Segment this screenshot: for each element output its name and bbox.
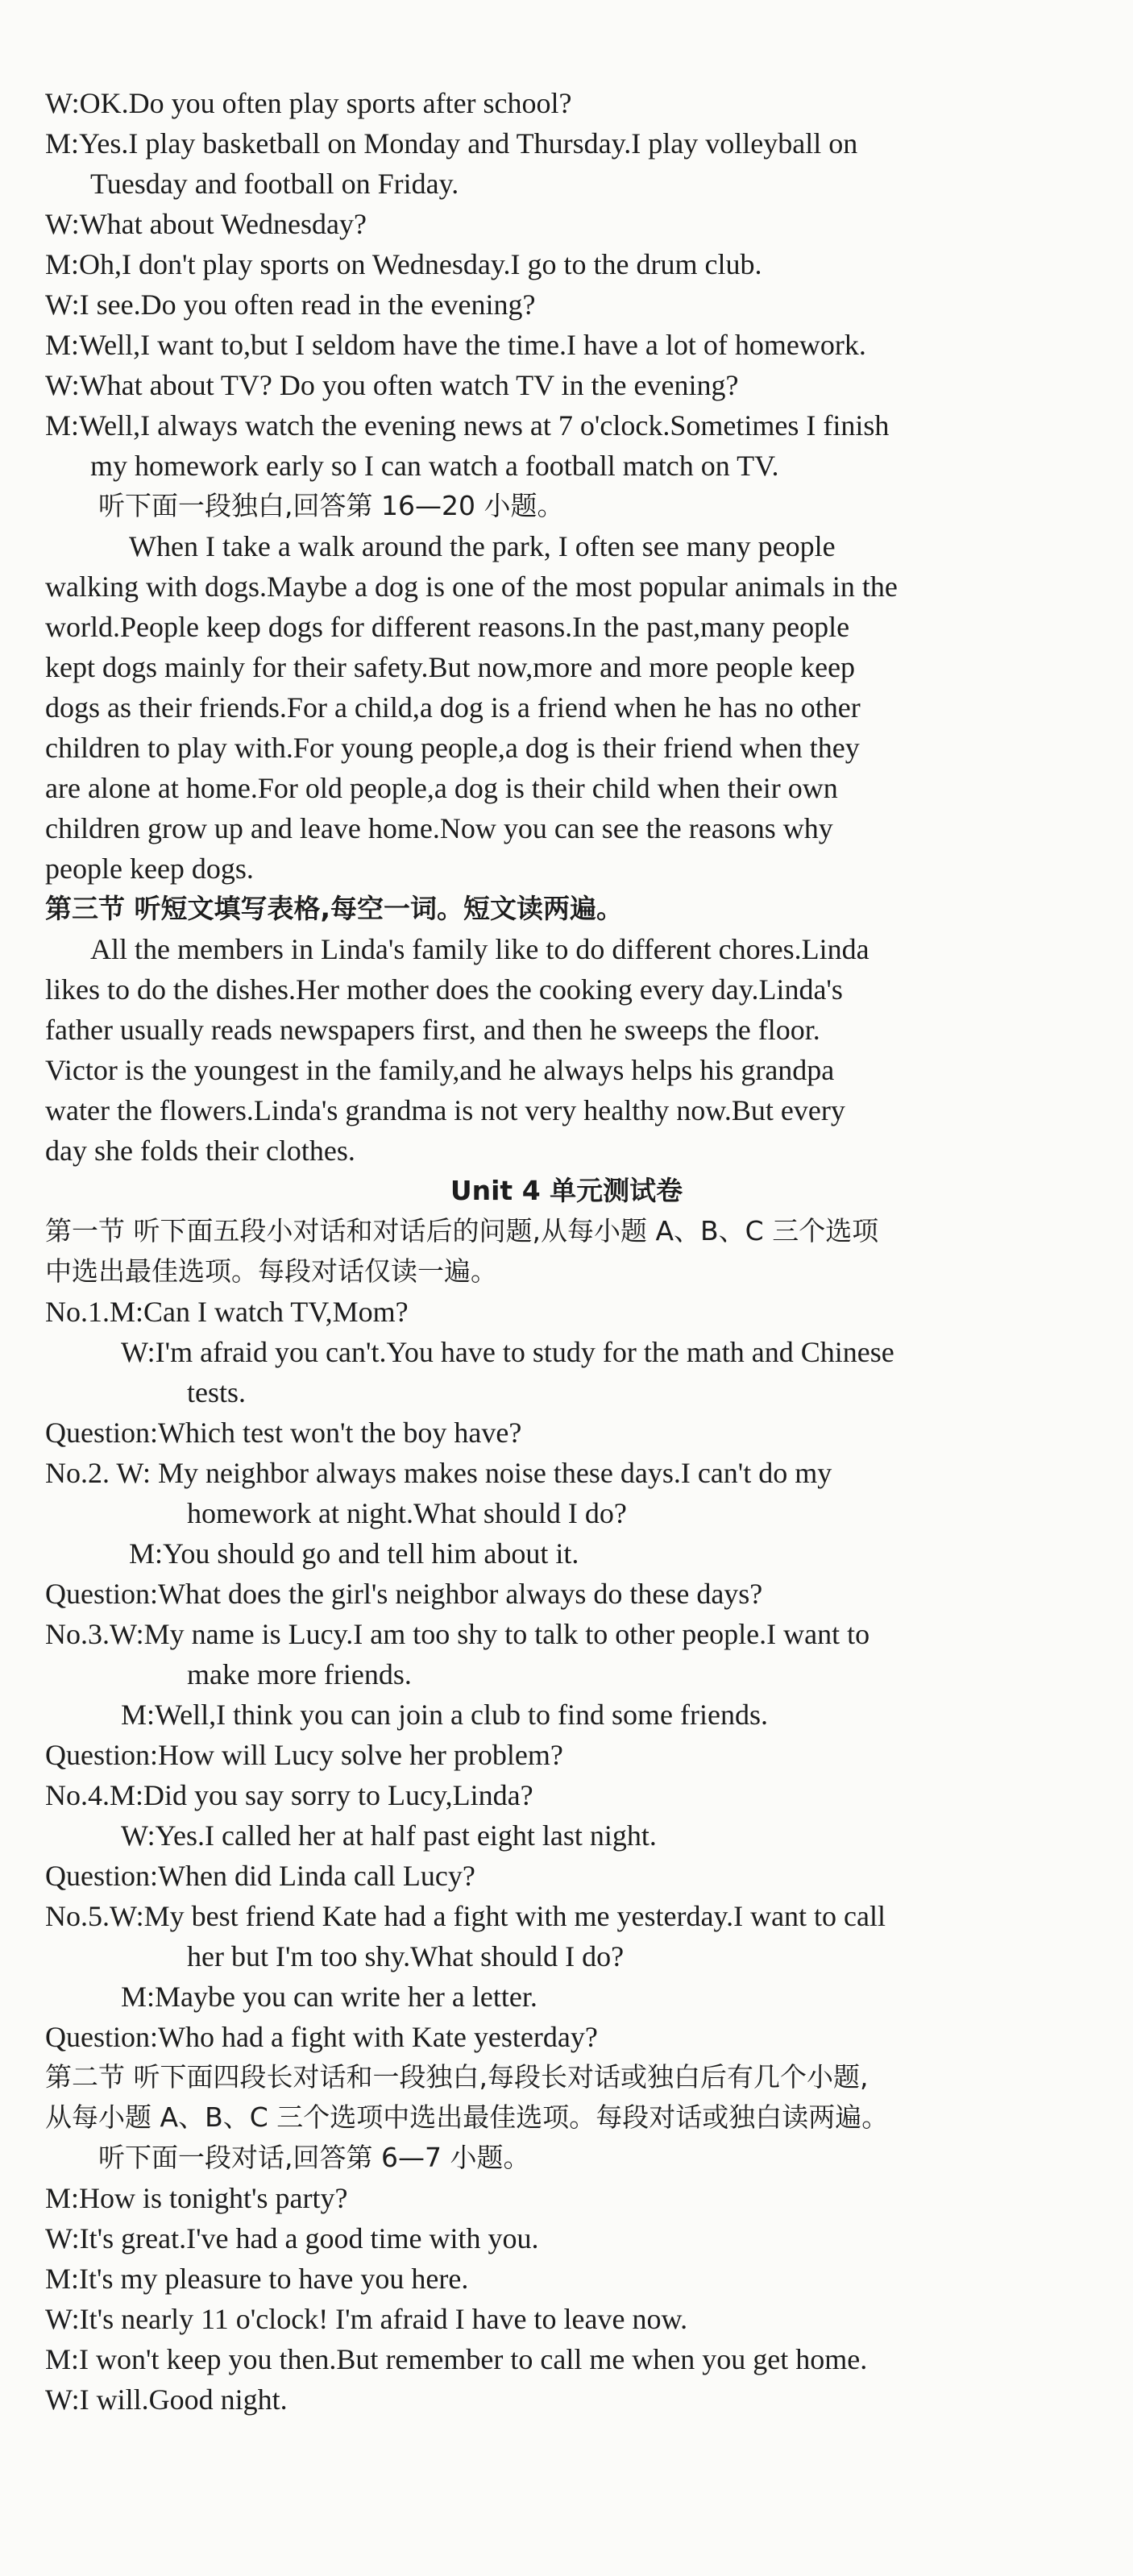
dialogue-line: W:What about TV? Do you often watch TV in the evening? [45, 369, 739, 401]
passage-line: father usually reads newspapers first, and then he sweeps the floor. [45, 1014, 820, 1046]
dialogue-line: W:It's great.I've had a good time with you. [45, 2222, 539, 2255]
dialogue-line-cont: her but I'm too shy.What should I do? [187, 1940, 625, 1972]
dialogue-line: M:Oh,I don't play sports on Wednesday.I go to the drum club. [45, 248, 762, 280]
question-line: Question:Which test won't the boy have? [45, 1417, 522, 1449]
monologue-line: kept dogs mainly for their safety.But now,more and more people keep [45, 651, 856, 683]
dialogue-line: W:What about Wednesday? [45, 208, 367, 240]
dialogue-line-cont: make more friends. [187, 1658, 412, 1690]
section-heading: 第二节 听下面四段长对话和一段独白,每段长对话或独白后有几个小题, [45, 2061, 869, 2093]
passage-line: water the flowers.Linda's grandma is not very healthy now.But every [45, 1094, 845, 1126]
dialogue-line: M:Well,I think you can join a club to find some friends. [121, 1699, 768, 1731]
dialogue-line: M:I won't keep you then.But remember to call me when you get home. [45, 2343, 868, 2375]
question-item: No.2. W: My neighbor always makes noise these days.I can't do my [45, 1457, 832, 1489]
instruction: 听下面一段对话,回答第 6—7 小题。 [98, 2142, 530, 2173]
dialogue-line: W:OK.Do you often play sports after school? [45, 87, 572, 119]
unit-title: Unit 4 单元测试卷 [450, 1175, 683, 1206]
monologue-line: children grow up and leave home.Now you can see the reasons why [45, 812, 833, 844]
dialogue-line-cont: Tuesday and football on Friday. [90, 168, 459, 200]
section-heading-cont: 中选出最佳选项。每段对话仅读一遍。 [45, 1255, 497, 1287]
dialogue-line: W:Yes.I called her at half past eight last night. [121, 1819, 657, 1852]
dialogue-line: M:It's my pleasure to have you here. [45, 2263, 469, 2295]
monologue-line: walking with dogs.Maybe a dog is one of the most popular animals in the [45, 570, 898, 603]
question-line: Question:What does the girl's neighbor always do these days? [45, 1578, 763, 1610]
dialogue-line: M:Yes.I play basketball on Monday and Thursday.I play volleyball on [45, 127, 858, 160]
question-item: No.1.M:Can I watch TV,Mom? [45, 1296, 409, 1328]
passage-line: Victor is the youngest in the family,and he always helps his grandpa [45, 1054, 835, 1086]
dialogue-line: W:I see.Do you often read in the evening? [45, 288, 536, 321]
dialogue-line: M:You should go and tell him about it. [129, 1537, 579, 1570]
passage-line: likes to do the dishes.Her mother does the cooking every day.Linda's [45, 973, 843, 1006]
dialogue-line-cont: homework at night.What should I do? [187, 1497, 627, 1529]
question-item: No.4.M:Did you say sorry to Lucy,Linda? [45, 1779, 533, 1811]
section-heading: 第一节 听下面五段小对话和对话后的问题,从每小题 A、B、C 三个选项 [45, 1215, 879, 1247]
instruction: 听下面一段独白,回答第 16—20 小题。 [98, 490, 564, 521]
monologue-line: people keep dogs. [45, 852, 254, 885]
section-heading-cont: 从每小题 A、B、C 三个选项中选出最佳选项。每段对话或独白读两遍。 [45, 2101, 889, 2133]
monologue-line: When I take a walk around the park, I often see many people [129, 530, 836, 562]
question-line: Question:When did Linda call Lucy? [45, 1860, 475, 1892]
dialogue-line: M:Well,I want to,but I seldom have the time.I have a lot of homework. [45, 329, 866, 361]
passage-line: All the members in Linda's family like to do different chores.Linda [90, 933, 869, 965]
dialogue-line: M:How is tonight's party? [45, 2182, 348, 2214]
dialogue-line: M:Maybe you can write her a letter. [121, 1981, 537, 2013]
monologue-line: world.People keep dogs for different reasons.In the past,many people [45, 611, 850, 643]
dialogue-line-cont: my homework early so I can watch a football match on TV. [90, 450, 779, 482]
dialogue-line-cont: tests. [187, 1376, 247, 1408]
monologue-line: dogs as their friends.For a child,a dog is a friend when he has no other [45, 691, 861, 724]
dialogue-line: W:I will.Good night. [45, 2383, 288, 2416]
section-heading: 第三节 听短文填写表格,每空一词。短文读两遍。 [45, 893, 624, 924]
question-line: Question:How will Lucy solve her problem? [45, 1739, 563, 1771]
dialogue-line: W:It's nearly 11 o'clock! I'm afraid I have to leave now. [45, 2303, 688, 2335]
passage-line: day she folds their clothes. [45, 1135, 355, 1167]
dialogue-line: W:I'm afraid you can't.You have to study for the math and Chinese [121, 1336, 894, 1368]
question-line: Question:Who had a fight with Kate yesterday? [45, 2021, 598, 2053]
question-item: No.3.W:My name is Lucy.I am too shy to talk to other people.I want to [45, 1618, 870, 1650]
monologue-line: are alone at home.For old people,a dog is their child when their own [45, 772, 838, 804]
dialogue-line: M:Well,I always watch the evening news at 7 o'clock.Sometimes I finish [45, 409, 890, 442]
question-item: No.5.W:My best friend Kate had a fight with me yesterday.I want to call [45, 1900, 886, 1932]
monologue-line: children to play with.For young people,a dog is their friend when they [45, 732, 860, 764]
